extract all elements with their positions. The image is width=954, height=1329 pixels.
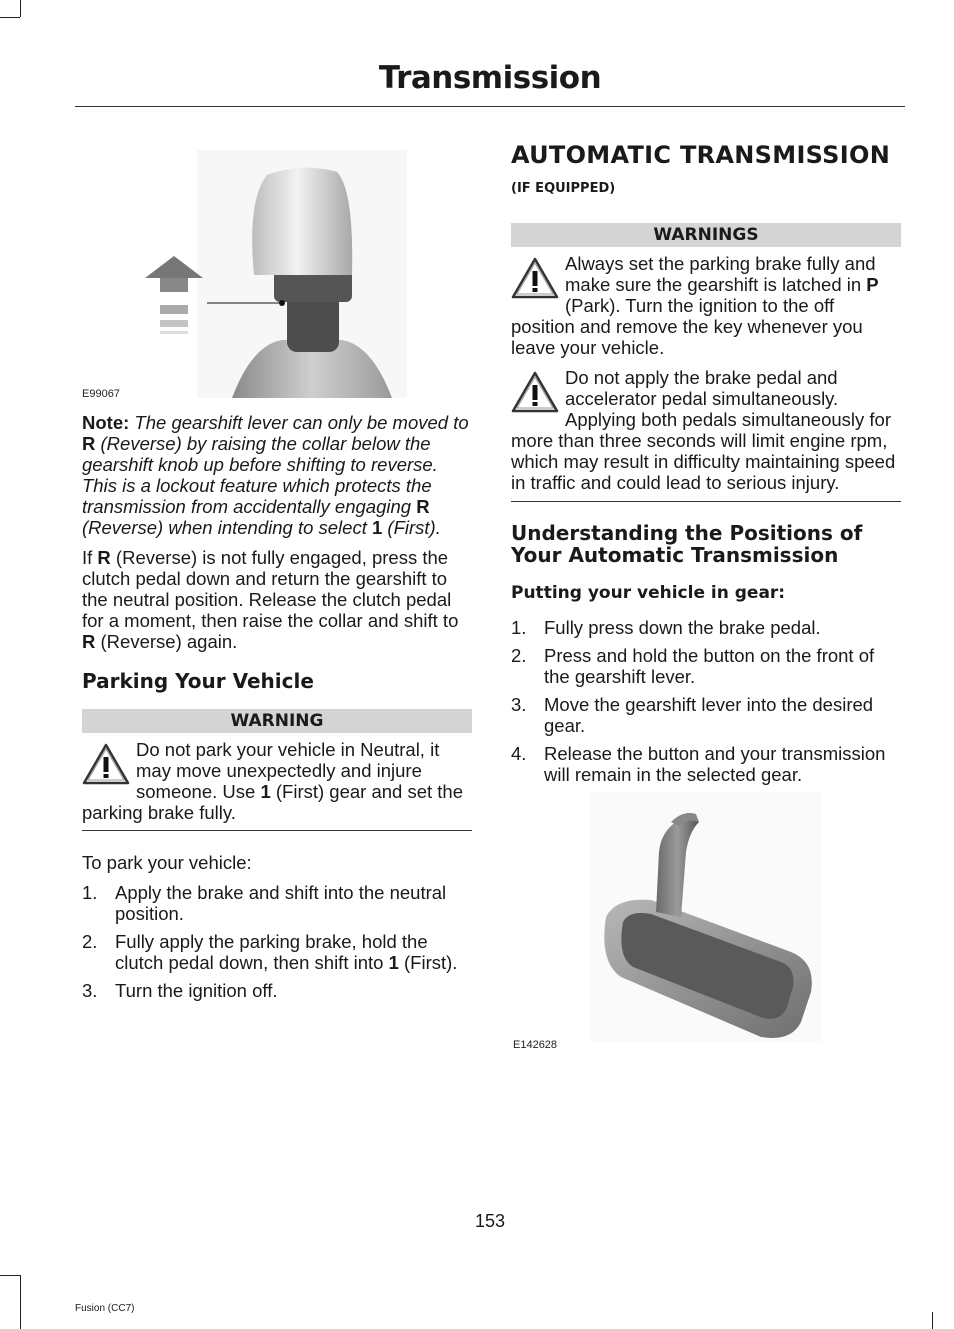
step-text: (First).: [398, 952, 458, 973]
crop-mark: [932, 1312, 933, 1329]
step-text: Fully apply the parking brake, hold the clutch pedal down, then shift into: [115, 931, 428, 973]
parking-steps-list: [82, 882, 472, 1001]
warning-title-bar: WARNING: [82, 709, 472, 733]
step-number: 2.: [511, 645, 527, 666]
left-column: [82, 150, 472, 1008]
warning-block: [511, 247, 901, 358]
warning-bold: P: [866, 274, 879, 295]
list-item: [82, 980, 472, 1001]
warning-triangle-icon: [511, 257, 559, 299]
step-number: 1.: [511, 617, 527, 638]
list-item: [511, 617, 901, 638]
crop-mark: [20, 1275, 21, 1329]
list-item: [82, 931, 472, 973]
warning-divider: [82, 830, 472, 831]
note-paragraph: [82, 412, 472, 538]
section-title: AUTOMATIC TRANSMISSION: [511, 141, 891, 169]
to-park-intro: To park your vehicle:: [82, 852, 252, 873]
step-number: 1.: [82, 882, 98, 903]
step-text: Press and hold the button on the front of the gearshift lever.: [544, 645, 875, 687]
warning-divider: [511, 501, 901, 502]
step-number: 2.: [82, 931, 98, 952]
crop-mark: [0, 1275, 20, 1276]
warning-text-span: (Park). Turn the ignition to the off position and remove the key whenever you leave your vehicle.: [511, 295, 863, 358]
warning-block: [82, 733, 472, 823]
body-bold: R: [82, 631, 96, 652]
page-title: Transmission: [378, 60, 602, 96]
body-text: (Reverse) again.: [95, 631, 238, 652]
warning-text-span: Do not park your vehicle in Neutral, it may move unexpectedly and injure someone. Use: [136, 739, 440, 802]
crop-mark: [0, 17, 20, 18]
note-text: (Reverse) by raising the collar below the gearshift knob up before shifting to reverse. This is a lockout feature which protects the transmission from accidentally engaging: [82, 433, 438, 517]
warning-triangle-icon: [82, 743, 130, 785]
step-text: Apply the brake and shift into the neutral position.: [115, 882, 447, 924]
warning-text: Do not apply the brake pedal and accelerator pedal simultaneously. Applying both pedals simultaneously for more than three seconds will limit engine rpm, which may result in difficulty maintaining speed in traffic and could lead to serious injury.: [511, 367, 896, 493]
warning-triangle-icon: [511, 371, 559, 413]
warning-text-span: Always set the parking brake fully and make sure the gearshift is latched in: [565, 253, 876, 295]
header-divider: [75, 106, 905, 107]
step-number: 3.: [82, 980, 98, 1001]
automatic-gearshift-figure: [511, 792, 901, 1054]
section-subtitle: (IF EQUIPPED): [511, 181, 616, 196]
step-bold: 1: [388, 952, 399, 973]
warning-text-span: (First) gear and set the parking brake fully.: [82, 781, 464, 823]
understanding-heading: Understanding the Positions of Your Automatic Transmission: [511, 521, 863, 567]
step-text: Fully press down the brake pedal.: [544, 617, 821, 638]
step-text: Turn the ignition off.: [115, 980, 278, 1001]
list-item: [82, 882, 472, 924]
warning-text: [82, 739, 472, 823]
warnings-title-bar: WARNINGS: [511, 223, 901, 247]
footer-text: Fusion (CC7): [75, 1303, 135, 1314]
body-text: If: [82, 547, 98, 568]
figure-label: E99067: [82, 388, 120, 400]
warning-bold: 1: [260, 781, 271, 802]
automatic-gearshift-illustration: [511, 792, 901, 1054]
note-bold: R: [82, 433, 96, 454]
note-lead: Note:: [82, 412, 130, 433]
list-item: [511, 694, 901, 736]
note-text: The gearshift lever can only be moved to: [129, 412, 469, 433]
parking-heading: Parking Your Vehicle: [82, 669, 314, 693]
page-number: 153: [474, 1211, 506, 1231]
warning-text: [511, 253, 901, 358]
list-item: [511, 645, 901, 687]
list-item: [511, 743, 901, 785]
putting-heading: Putting your vehicle in gear:: [511, 583, 786, 603]
note-bold: R: [416, 496, 430, 517]
manual-gearshift-figure: [82, 150, 472, 400]
figure-label: E142628: [513, 1039, 558, 1051]
body-bold: R: [97, 547, 111, 568]
note-bold: 1: [371, 517, 383, 538]
body-text: (Reverse) is not fully engaged, press the clutch pedal down and return the gearshift to the neutral position. Release the clutch pedal for a moment, then raise the collar and shift to: [82, 547, 459, 631]
note-text: (First).: [382, 517, 441, 538]
gearshift-collar-illustration: [82, 150, 472, 400]
step-number: 3.: [511, 694, 527, 715]
crop-mark: [20, 0, 21, 17]
right-column: [511, 141, 901, 1054]
gear-steps-list: [511, 617, 901, 785]
note-text: (Reverse) when intending to select: [82, 517, 372, 538]
warning-block: [511, 358, 901, 493]
step-text: Move the gearshift lever into the desired gear.: [544, 694, 874, 736]
step-number: 4.: [511, 743, 527, 764]
reverse-paragraph: [82, 547, 472, 652]
step-text: Release the button and your transmission will remain in the selected gear.: [544, 743, 886, 785]
